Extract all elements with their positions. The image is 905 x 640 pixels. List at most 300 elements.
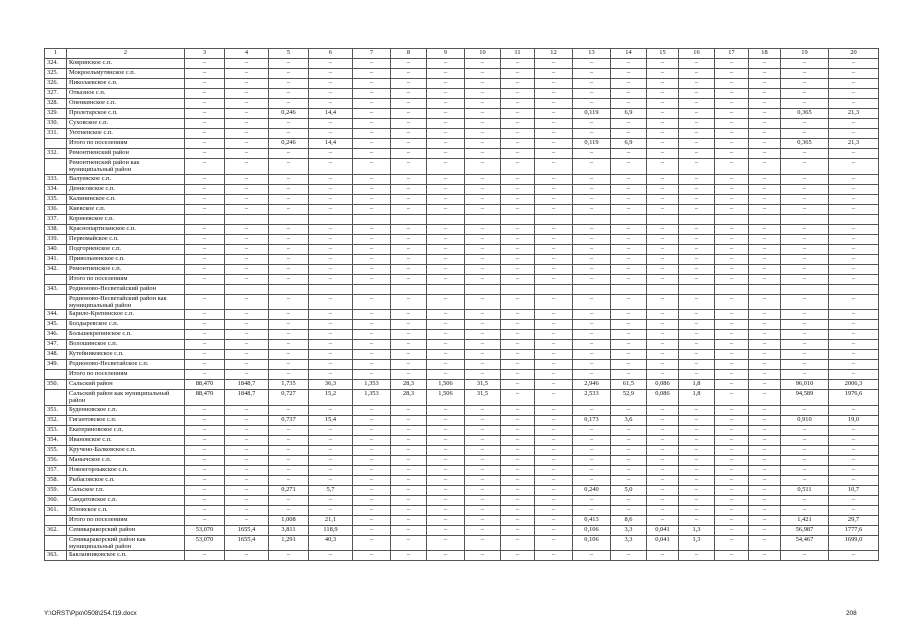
value-cell bbox=[225, 284, 269, 294]
value-cell: – bbox=[353, 194, 391, 204]
value-cell: – bbox=[309, 465, 353, 475]
value-cell: – bbox=[501, 535, 535, 551]
value-cell: – bbox=[679, 485, 715, 495]
value-cell: – bbox=[715, 505, 749, 515]
value-cell: 6,9 bbox=[611, 139, 647, 149]
value-cell: – bbox=[185, 99, 225, 109]
value-cell: – bbox=[309, 244, 353, 254]
row-number: 326. bbox=[45, 79, 67, 89]
value-cell: – bbox=[749, 99, 781, 109]
value-cell: – bbox=[829, 551, 879, 561]
value-cell: – bbox=[535, 535, 573, 551]
value-cell: 2,533 bbox=[573, 390, 611, 406]
row-name: Буденновское с.п. bbox=[67, 405, 185, 415]
value-cell: – bbox=[573, 340, 611, 350]
value-cell: – bbox=[611, 465, 647, 475]
value-cell: – bbox=[535, 224, 573, 234]
value-cell: – bbox=[611, 59, 647, 69]
value-cell: – bbox=[829, 119, 879, 129]
value-cell bbox=[353, 284, 391, 294]
value-cell: – bbox=[829, 370, 879, 380]
table-row bbox=[45, 415, 879, 425]
value-cell: – bbox=[647, 485, 679, 495]
table-row bbox=[45, 284, 879, 294]
value-cell: – bbox=[427, 274, 465, 284]
value-cell bbox=[573, 284, 611, 294]
value-cell: – bbox=[573, 89, 611, 99]
value-cell: – bbox=[501, 551, 535, 561]
value-cell: – bbox=[535, 360, 573, 370]
value-cell: – bbox=[353, 274, 391, 284]
value-cell: 29,7 bbox=[829, 515, 879, 525]
value-cell: – bbox=[829, 310, 879, 320]
value-cell: – bbox=[225, 415, 269, 425]
value-cell: – bbox=[501, 264, 535, 274]
value-cell: – bbox=[269, 435, 309, 445]
value-cell: – bbox=[535, 310, 573, 320]
value-cell: – bbox=[185, 515, 225, 525]
value-cell: – bbox=[353, 525, 391, 535]
value-cell: – bbox=[501, 159, 535, 175]
value-cell: – bbox=[647, 79, 679, 89]
value-cell: – bbox=[269, 465, 309, 475]
row-number: 359. bbox=[45, 485, 67, 495]
value-cell: – bbox=[829, 445, 879, 455]
table-row bbox=[45, 525, 879, 535]
row-name: Родионово-Несветайский район bbox=[67, 284, 185, 294]
value-cell: 0,086 bbox=[647, 390, 679, 406]
value-cell bbox=[715, 284, 749, 294]
value-cell bbox=[749, 284, 781, 294]
value-cell: – bbox=[353, 425, 391, 435]
value-cell: – bbox=[465, 264, 501, 274]
value-cell: – bbox=[225, 234, 269, 244]
value-cell: – bbox=[749, 370, 781, 380]
value-cell: – bbox=[309, 330, 353, 340]
value-cell: – bbox=[391, 139, 427, 149]
row-number: 346. bbox=[45, 330, 67, 340]
value-cell: 1777,6 bbox=[829, 525, 879, 535]
value-cell: – bbox=[501, 370, 535, 380]
value-cell: – bbox=[427, 495, 465, 505]
value-cell bbox=[391, 284, 427, 294]
value-cell: – bbox=[225, 465, 269, 475]
value-cell: – bbox=[611, 119, 647, 129]
value-cell: – bbox=[427, 194, 465, 204]
row-number: 335. bbox=[45, 194, 67, 204]
value-cell: 8,6 bbox=[611, 515, 647, 525]
value-cell: – bbox=[647, 59, 679, 69]
row-number: 332. bbox=[45, 149, 67, 159]
value-cell: – bbox=[647, 405, 679, 415]
value-cell: – bbox=[391, 274, 427, 284]
value-cell: – bbox=[535, 455, 573, 465]
row-name: Новоегорлыкское с.п. bbox=[67, 465, 185, 475]
value-cell: – bbox=[427, 415, 465, 425]
value-cell: – bbox=[749, 515, 781, 525]
value-cell: – bbox=[391, 350, 427, 360]
value-cell bbox=[535, 284, 573, 294]
value-cell: – bbox=[501, 69, 535, 79]
value-cell: – bbox=[611, 264, 647, 274]
value-cell: – bbox=[749, 159, 781, 175]
value-cell: – bbox=[829, 350, 879, 360]
value-cell: – bbox=[679, 129, 715, 139]
value-cell: – bbox=[749, 149, 781, 159]
value-cell: 54,467 bbox=[781, 535, 829, 551]
value-cell: – bbox=[611, 149, 647, 159]
value-cell: – bbox=[573, 149, 611, 159]
value-cell: – bbox=[829, 69, 879, 79]
value-cell: – bbox=[715, 174, 749, 184]
row-number: 352. bbox=[45, 415, 67, 425]
value-cell: – bbox=[353, 184, 391, 194]
value-cell: – bbox=[781, 194, 829, 204]
value-cell: 1848,7 bbox=[225, 380, 269, 390]
value-cell: – bbox=[427, 505, 465, 515]
value-cell: 0,041 bbox=[647, 535, 679, 551]
value-cell: – bbox=[535, 370, 573, 380]
row-number: 347. bbox=[45, 340, 67, 350]
value-cell: – bbox=[501, 350, 535, 360]
value-cell: – bbox=[679, 350, 715, 360]
row-number: 333. bbox=[45, 174, 67, 184]
value-cell: – bbox=[465, 149, 501, 159]
value-cell: – bbox=[679, 505, 715, 515]
value-cell: – bbox=[715, 320, 749, 330]
table-row bbox=[45, 515, 879, 525]
value-cell: – bbox=[427, 445, 465, 455]
value-cell: – bbox=[465, 310, 501, 320]
value-cell: – bbox=[225, 330, 269, 340]
value-cell: – bbox=[611, 294, 647, 310]
value-cell: – bbox=[185, 465, 225, 475]
column-number: 17 bbox=[715, 49, 749, 59]
value-cell: – bbox=[749, 194, 781, 204]
value-cell: – bbox=[781, 59, 829, 69]
value-cell: – bbox=[225, 149, 269, 159]
value-cell: – bbox=[269, 370, 309, 380]
table-row bbox=[45, 224, 879, 234]
table-row bbox=[45, 455, 879, 465]
value-cell: – bbox=[781, 495, 829, 505]
value-cell: – bbox=[679, 194, 715, 204]
row-name: Семикаракорский район bbox=[67, 525, 185, 535]
value-cell: – bbox=[715, 119, 749, 129]
value-cell: – bbox=[185, 330, 225, 340]
value-cell: – bbox=[225, 475, 269, 485]
value-cell: – bbox=[465, 129, 501, 139]
value-cell: – bbox=[309, 505, 353, 515]
value-cell: 1,421 bbox=[781, 515, 829, 525]
value-cell: – bbox=[611, 455, 647, 465]
value-cell: – bbox=[679, 119, 715, 129]
value-cell: – bbox=[391, 79, 427, 89]
value-cell: – bbox=[391, 415, 427, 425]
value-cell bbox=[573, 214, 611, 224]
value-cell: – bbox=[427, 204, 465, 214]
value-cell: – bbox=[185, 254, 225, 264]
value-cell: 1,506 bbox=[427, 390, 465, 406]
row-name: Родионово-Несветайский район как муниципальный район bbox=[67, 294, 185, 310]
value-cell: 15,2 bbox=[309, 390, 353, 406]
value-cell: – bbox=[427, 551, 465, 561]
value-cell: – bbox=[679, 109, 715, 119]
value-cell: – bbox=[185, 174, 225, 184]
value-cell: – bbox=[427, 59, 465, 69]
value-cell: – bbox=[185, 360, 225, 370]
value-cell: – bbox=[715, 465, 749, 475]
row-number bbox=[45, 274, 67, 284]
value-cell: – bbox=[749, 69, 781, 79]
value-cell: – bbox=[225, 405, 269, 415]
value-cell: – bbox=[829, 254, 879, 264]
row-number bbox=[45, 139, 67, 149]
value-cell: – bbox=[353, 109, 391, 119]
value-cell: – bbox=[679, 294, 715, 310]
value-cell: – bbox=[269, 129, 309, 139]
value-cell: – bbox=[185, 485, 225, 495]
value-cell: – bbox=[715, 159, 749, 175]
row-number: 362. bbox=[45, 525, 67, 535]
value-cell: – bbox=[679, 69, 715, 79]
value-cell: – bbox=[391, 310, 427, 320]
row-number bbox=[45, 159, 67, 175]
row-number: 330. bbox=[45, 119, 67, 129]
value-cell: 0,106 bbox=[573, 535, 611, 551]
value-cell: – bbox=[611, 234, 647, 244]
value-cell: – bbox=[309, 495, 353, 505]
row-number: 349. bbox=[45, 360, 67, 370]
value-cell bbox=[501, 284, 535, 294]
value-cell: – bbox=[647, 294, 679, 310]
row-name: Екатериновское с.п. bbox=[67, 425, 185, 435]
value-cell: 5,7 bbox=[309, 485, 353, 495]
value-cell: – bbox=[829, 274, 879, 284]
value-cell: – bbox=[185, 405, 225, 415]
value-cell: – bbox=[749, 89, 781, 99]
value-cell: – bbox=[535, 264, 573, 274]
row-name: Краснопартизанское с.п. bbox=[67, 224, 185, 234]
value-cell: – bbox=[391, 294, 427, 310]
value-cell: – bbox=[501, 505, 535, 515]
value-cell: – bbox=[309, 129, 353, 139]
value-cell: – bbox=[225, 129, 269, 139]
column-number: 11 bbox=[501, 49, 535, 59]
value-cell: – bbox=[427, 224, 465, 234]
value-cell: – bbox=[679, 59, 715, 69]
value-cell: – bbox=[353, 310, 391, 320]
value-cell: – bbox=[391, 330, 427, 340]
value-cell: – bbox=[679, 224, 715, 234]
value-cell: – bbox=[427, 149, 465, 159]
value-cell: – bbox=[829, 405, 879, 415]
value-cell: – bbox=[185, 340, 225, 350]
value-cell: – bbox=[715, 149, 749, 159]
value-cell: – bbox=[647, 465, 679, 475]
value-cell: – bbox=[715, 129, 749, 139]
row-number: 361. bbox=[45, 505, 67, 515]
value-cell: – bbox=[353, 224, 391, 234]
row-name: Сандатовское с.п. bbox=[67, 495, 185, 505]
table-row bbox=[45, 149, 879, 159]
value-cell: – bbox=[427, 465, 465, 475]
value-cell: – bbox=[535, 495, 573, 505]
value-cell: 0,365 bbox=[781, 109, 829, 119]
value-cell: – bbox=[501, 79, 535, 89]
value-cell: – bbox=[611, 405, 647, 415]
value-cell: – bbox=[427, 360, 465, 370]
value-cell: – bbox=[391, 360, 427, 370]
value-cell: – bbox=[535, 274, 573, 284]
row-name: Родионово-Несветайское с.п. bbox=[67, 360, 185, 370]
value-cell: – bbox=[353, 254, 391, 264]
row-name: Семикаракорский район как муниципальный район bbox=[67, 535, 185, 551]
value-cell: – bbox=[185, 194, 225, 204]
column-number: 8 bbox=[391, 49, 427, 59]
value-cell: – bbox=[391, 149, 427, 159]
value-cell: – bbox=[749, 320, 781, 330]
value-cell: 0,413 bbox=[573, 515, 611, 525]
row-name: Валуевское с.п. bbox=[67, 174, 185, 184]
value-cell: – bbox=[679, 415, 715, 425]
value-cell: – bbox=[829, 184, 879, 194]
table-row bbox=[45, 89, 879, 99]
value-cell: – bbox=[573, 320, 611, 330]
value-cell: – bbox=[225, 505, 269, 515]
value-cell: – bbox=[465, 415, 501, 425]
value-cell: – bbox=[781, 360, 829, 370]
value-cell: – bbox=[501, 330, 535, 340]
value-cell: – bbox=[535, 405, 573, 415]
table-row bbox=[45, 320, 879, 330]
value-cell: – bbox=[269, 159, 309, 175]
value-cell: – bbox=[501, 425, 535, 435]
table-row bbox=[45, 360, 879, 370]
value-cell: – bbox=[353, 370, 391, 380]
value-cell: 1,3 bbox=[679, 535, 715, 551]
value-cell: – bbox=[465, 139, 501, 149]
column-number: 10 bbox=[465, 49, 501, 59]
value-cell: – bbox=[715, 59, 749, 69]
value-cell: – bbox=[611, 320, 647, 330]
value-cell: 0,041 bbox=[647, 525, 679, 535]
value-cell: – bbox=[465, 224, 501, 234]
value-cell: – bbox=[535, 465, 573, 475]
value-cell: – bbox=[573, 234, 611, 244]
value-cell: – bbox=[427, 129, 465, 139]
value-cell bbox=[353, 214, 391, 224]
row-name: Отказное с.п. bbox=[67, 89, 185, 99]
value-cell: – bbox=[749, 330, 781, 340]
value-cell: – bbox=[269, 89, 309, 99]
value-cell: – bbox=[353, 294, 391, 310]
value-cell: – bbox=[185, 350, 225, 360]
value-cell: – bbox=[715, 515, 749, 525]
value-cell: – bbox=[679, 435, 715, 445]
value-cell: – bbox=[679, 465, 715, 475]
value-cell: – bbox=[501, 465, 535, 475]
value-cell: – bbox=[225, 174, 269, 184]
value-cell: – bbox=[647, 415, 679, 425]
value-cell: – bbox=[465, 535, 501, 551]
value-cell: – bbox=[715, 551, 749, 561]
value-cell: – bbox=[749, 274, 781, 284]
value-cell: – bbox=[715, 390, 749, 406]
value-cell: – bbox=[465, 350, 501, 360]
row-name: Корнеевское с.п. bbox=[67, 214, 185, 224]
value-cell: 36,3 bbox=[309, 380, 353, 390]
value-cell: – bbox=[309, 370, 353, 380]
value-cell: – bbox=[611, 244, 647, 254]
value-cell: – bbox=[309, 274, 353, 284]
value-cell: – bbox=[535, 69, 573, 79]
value-cell: 0,246 bbox=[269, 109, 309, 119]
value-cell: – bbox=[829, 455, 879, 465]
value-cell: – bbox=[225, 89, 269, 99]
value-cell: – bbox=[391, 254, 427, 264]
value-cell: – bbox=[535, 505, 573, 515]
table-row bbox=[45, 475, 879, 485]
value-cell: 14,4 bbox=[309, 109, 353, 119]
value-cell bbox=[269, 284, 309, 294]
value-cell: – bbox=[647, 99, 679, 109]
value-cell: – bbox=[679, 370, 715, 380]
value-cell: – bbox=[309, 310, 353, 320]
column-number: 9 bbox=[427, 49, 465, 59]
value-cell: – bbox=[749, 79, 781, 89]
value-cell: – bbox=[309, 234, 353, 244]
value-cell: 0,119 bbox=[573, 109, 611, 119]
value-cell: – bbox=[269, 405, 309, 415]
value-cell: – bbox=[391, 495, 427, 505]
value-cell: 1655,4 bbox=[225, 535, 269, 551]
row-name: Суховское с.п. bbox=[67, 119, 185, 129]
value-cell: – bbox=[573, 370, 611, 380]
value-cell: – bbox=[573, 330, 611, 340]
value-cell bbox=[679, 214, 715, 224]
value-cell: 28,3 bbox=[391, 380, 427, 390]
value-cell: 61,5 bbox=[611, 380, 647, 390]
value-cell: – bbox=[749, 59, 781, 69]
value-cell: – bbox=[829, 360, 879, 370]
value-cell: – bbox=[715, 330, 749, 340]
column-number: 13 bbox=[573, 49, 611, 59]
value-cell: – bbox=[535, 139, 573, 149]
table-row bbox=[45, 405, 879, 415]
value-cell: – bbox=[353, 515, 391, 525]
value-cell: – bbox=[829, 465, 879, 475]
value-cell: – bbox=[647, 435, 679, 445]
value-cell: – bbox=[535, 551, 573, 561]
value-cell: – bbox=[647, 505, 679, 515]
value-cell bbox=[535, 214, 573, 224]
value-cell: 53,070 bbox=[185, 525, 225, 535]
column-number: 4 bbox=[225, 49, 269, 59]
value-cell: – bbox=[647, 119, 679, 129]
value-cell: – bbox=[501, 320, 535, 330]
value-cell: – bbox=[647, 184, 679, 194]
column-number: 19 bbox=[781, 49, 829, 59]
value-cell: – bbox=[535, 350, 573, 360]
value-cell: – bbox=[611, 174, 647, 184]
value-cell: – bbox=[679, 445, 715, 455]
value-cell: – bbox=[535, 159, 573, 175]
value-cell: – bbox=[427, 340, 465, 350]
value-cell: – bbox=[225, 370, 269, 380]
value-cell: – bbox=[611, 204, 647, 214]
value-cell: – bbox=[829, 224, 879, 234]
